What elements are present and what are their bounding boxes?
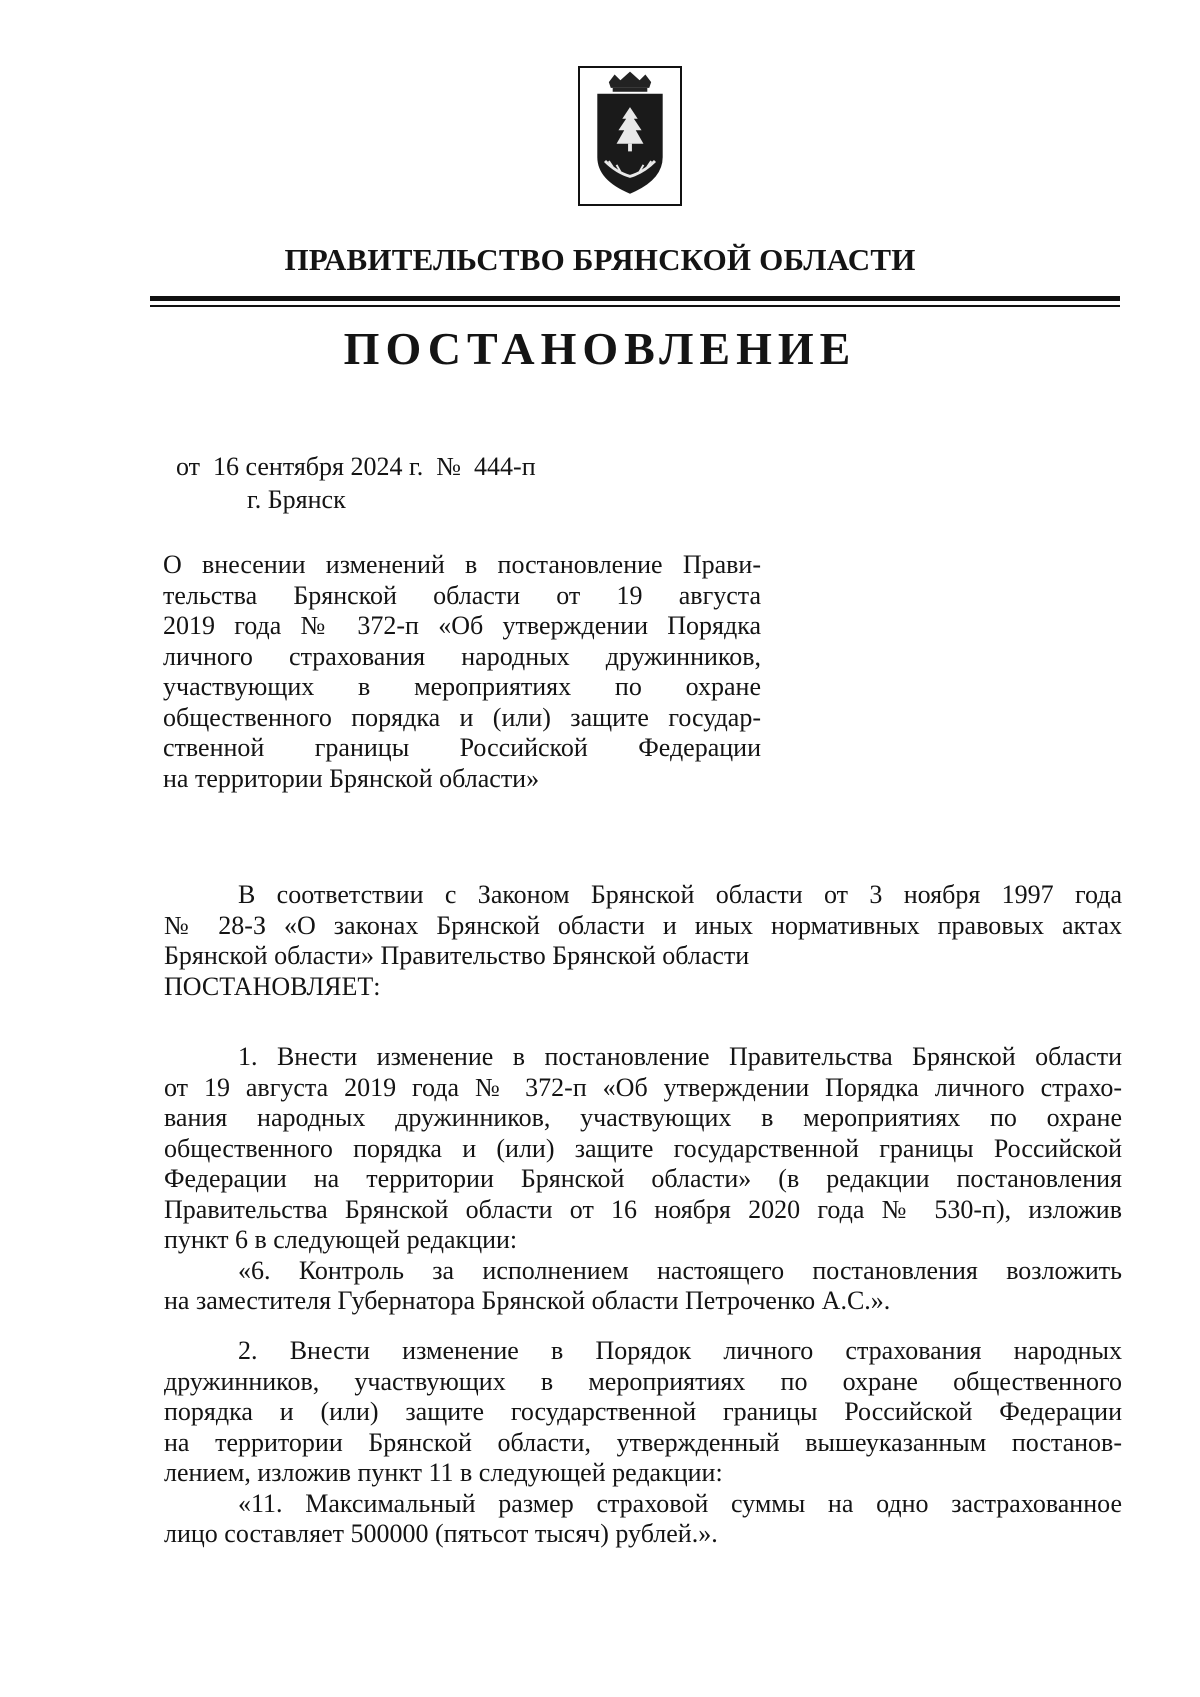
paragraph-line: Федерации на территории Брянской области» (в редакции постановления xyxy=(164,1164,1122,1193)
preamble-line: № 28-З «О законах Брянской области и иных нормативных правовых актах xyxy=(164,910,1122,940)
paragraph-line: 2. Внести изменение в Порядок личного страхования народных xyxy=(238,1336,1122,1365)
coat-of-arms-icon xyxy=(578,66,682,206)
organization-name: ПРАВИТЕЛЬСТВО БРЯНСКОЙ ОБЛАСТИ xyxy=(284,242,916,277)
paragraph-line: лением, изложив пункт 11 в следующей редакции: xyxy=(164,1458,723,1487)
subject-line: на территории Брянской области» xyxy=(163,763,540,793)
document-date-number: от 16 сентября 2024 г. № 444-п xyxy=(176,452,536,481)
paragraph-line: на заместителя Губернатора Брянской области Петроченко А.С.». xyxy=(164,1286,891,1315)
subject-line: личного страхования народных дружинников, xyxy=(163,641,761,671)
paragraph-1 xyxy=(164,1042,1122,1317)
paragraph-line: Правительства Брянской области от 16 ноября 2020 года № 530-п), изложив xyxy=(164,1194,1122,1224)
paragraph-line: от 19 августа 2019 года № 372-п «Об утверждении Порядка личного страхо- xyxy=(164,1072,1122,1102)
subject-line: О внесении изменений в постановление Прави- xyxy=(163,550,761,579)
paragraph-line: вания народных дружинников, участвующих в мероприятиях по охране xyxy=(164,1103,1122,1132)
paragraph-line: порядка и (или) защите государственной границы Российской Федерации xyxy=(164,1397,1122,1426)
resolves-keyword: ПОСТАНОВЛЯЕТ: xyxy=(164,971,381,1001)
subject-line: 2019 года № 372-п «Об утверждении Порядка xyxy=(163,611,761,640)
paragraph-2 xyxy=(164,1336,1122,1550)
preamble xyxy=(164,880,1122,1002)
paragraph-line: на территории Брянской области, утвержденный вышеуказанным постанов- xyxy=(164,1427,1122,1457)
subject-line: участвующих в мероприятиях по охране xyxy=(163,672,761,701)
paragraph-line: пункт 6 в следующей редакции: xyxy=(164,1225,518,1254)
document-subject xyxy=(163,550,761,794)
preamble-line: Брянской области» Правительство Брянской области xyxy=(164,941,750,970)
paragraph-line: «6. Контроль за исполнением настоящего постановления возложить xyxy=(238,1255,1122,1285)
document-city: г. Брянск xyxy=(247,485,346,514)
preamble-line: В соответствии с Законом Брянской области от 3 ноября 1997 года xyxy=(238,880,1122,909)
paragraph-line: 1. Внести изменение в постановление Правительства Брянской области xyxy=(238,1042,1122,1071)
paragraph-line: «11. Максимальный размер страховой суммы на одно застрахованное xyxy=(238,1488,1122,1518)
paragraph-line: лицо составляет 500000 (пятьсот тысяч) рублей.». xyxy=(164,1519,718,1548)
subject-line: тельства Брянской области от 19 августа xyxy=(163,580,761,610)
header-divider-thin xyxy=(150,305,1120,307)
paragraph-line: дружинников, участвующих в мероприятиях по охране общественного xyxy=(164,1366,1122,1396)
document-type-title: ПОСТАНОВЛЕНИЕ xyxy=(343,323,857,374)
header-divider-thick xyxy=(150,296,1120,301)
subject-line: общественного порядка и (или) защите государ- xyxy=(163,702,761,732)
paragraph-line: общественного порядка и (или) защите государственной границы Российской xyxy=(164,1133,1122,1163)
subject-line: ственной границы Российской Федерации xyxy=(163,733,761,762)
